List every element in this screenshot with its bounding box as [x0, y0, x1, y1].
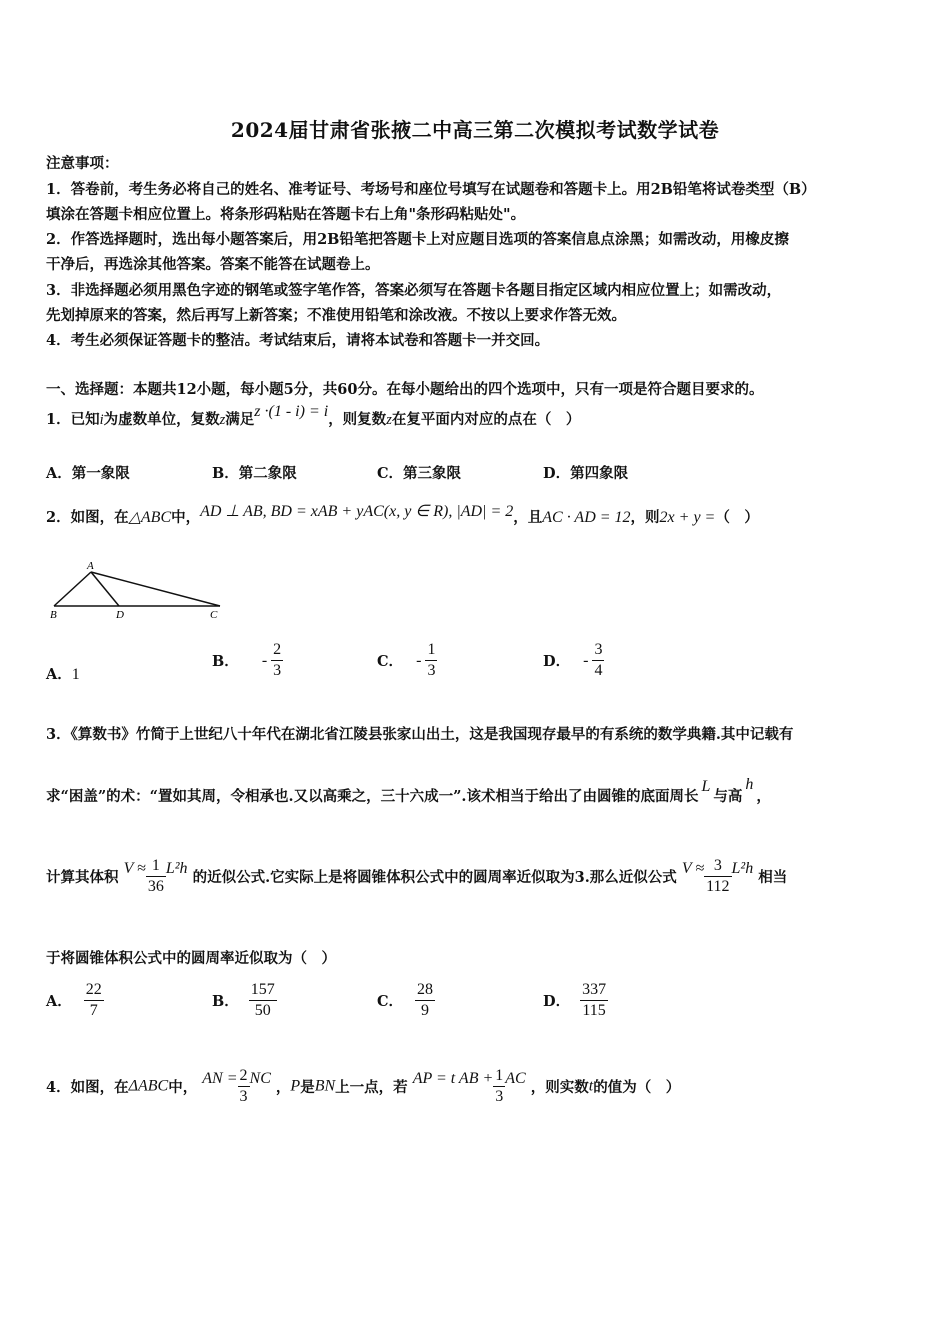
q2-option-b-sign: -	[261, 651, 268, 669]
q3-option-d-den: 115	[582, 1002, 606, 1019]
q3-line-2a: 求“困盖”的术：“置如其周，令相承也.又以高乘之，三十六成一”.该术相当于给出了由圆锥的底面周长	[46, 788, 699, 805]
q2-mid: 中，	[171, 509, 201, 526]
notice-line-2: 填涂在答题卡相应位置上。将条形码粘贴在答题卡右上角"条形码粘贴处"。	[46, 206, 526, 223]
q1-post: 在复平面内对应的点在（ ）	[391, 411, 581, 428]
q4-triangle: ΔABC	[128, 1077, 169, 1095]
notice-heading: 注意事项：	[46, 155, 119, 172]
q3-line-3c: 相当	[758, 869, 788, 886]
q3-formula-2-num: 3	[704, 856, 731, 877]
segment-ad	[91, 572, 119, 606]
q2-option-b-den: 3	[273, 662, 282, 679]
q2-option-d-den: 4	[594, 662, 603, 679]
q3-formula-2-lhs: V ≈	[681, 859, 705, 877]
q2-option-b-num: 2	[271, 640, 283, 661]
q4-eq1-lhs: AN =	[202, 1069, 238, 1087]
q3-option-b-num: 157	[249, 980, 277, 1001]
q1-pre: 1．已知	[46, 411, 100, 428]
q3-line-2	[46, 776, 771, 806]
q1-z2: z	[386, 412, 392, 428]
q3-line-3b: 的近似公式.它实际上是将圆锥体积公式中的圆周率近似取为3.那么近似公式	[192, 869, 677, 886]
q3-option-d-fraction	[580, 980, 608, 1021]
q3-option-b	[212, 980, 277, 1021]
q3-option-c	[377, 980, 435, 1021]
q4-mid5: ，则实数	[530, 1079, 589, 1096]
q3-formula-1-lhs: V ≈	[123, 859, 146, 877]
q3-formula-2-den: 112	[706, 878, 730, 895]
q2-triangle: △ABC	[128, 509, 172, 526]
notice-line-7: 4．考生必须保证答题卡的整洁。考试结束后，请将本试卷和答题卡一并交回。	[46, 332, 550, 349]
q3-option-a	[46, 980, 104, 1021]
q3-option-b-fraction	[249, 980, 277, 1021]
q3-option-d-label: D．	[543, 993, 571, 1010]
notice-line-5: 3．非选择题必须用黑色字迹的钢笔或签字笔作答，答案必须写在答题卡各题目指定区域内相应位置上；如需改动，	[46, 282, 782, 299]
q4-eq1-rhs: NC	[249, 1069, 271, 1087]
notice-line-3: 2．作答选择题时，选出每小题答案后，用2B铅笔把答题卡上对应题目选项的答案信息点涂黑；如需改动，用橡皮擦	[46, 231, 789, 248]
q3-symbol-L: L	[701, 778, 711, 795]
q4-symbol-t: t	[588, 1077, 594, 1095]
q3-formula-2-rhs: L²h	[731, 859, 754, 877]
q3-formula-1-rhs: L²h	[165, 859, 188, 877]
q3-formula-1-num: 1	[146, 856, 166, 877]
q2-option-d-label: D．	[543, 653, 571, 670]
q4-mid2: ，	[275, 1079, 291, 1096]
q4-point-p: P	[290, 1077, 301, 1095]
q2-option-a	[46, 663, 80, 684]
q2-pre: 2．如图，在	[46, 509, 129, 526]
triangle-figure	[44, 556, 234, 626]
q4-eq2-fraction	[493, 1066, 505, 1107]
q1-option-d: D．第四象限	[543, 465, 629, 482]
q4-eq2-rhs: AC	[505, 1069, 526, 1087]
q3-option-a-fraction	[84, 980, 104, 1021]
q3-formula-2-fraction	[704, 856, 731, 897]
segment-ab	[54, 572, 91, 606]
q4-eq2-num: 1	[493, 1066, 505, 1087]
q3-line-2c: ，	[756, 788, 771, 805]
q4-eq2-den: 3	[495, 1088, 504, 1105]
vertex-b-label: B	[50, 609, 57, 621]
q4-mid3: 是	[300, 1079, 315, 1096]
q2-mid3: ，则	[630, 509, 660, 526]
question-4	[46, 1066, 680, 1107]
vertex-c-label: C	[210, 609, 218, 621]
q3-line-4: 于将圆锥体积公式中的圆周率近似取为（ ）	[46, 950, 336, 967]
q2-mid2: ，且	[513, 509, 543, 526]
q2-option-c-den: 3	[427, 662, 436, 679]
q4-eq2-lhs: AP = t AB +	[412, 1069, 494, 1087]
q3-option-c-label: C．	[377, 993, 404, 1010]
q2-condition-2: AC · AD = 12	[542, 509, 631, 526]
q2-option-d-fraction	[592, 640, 604, 681]
q2-option-b-fraction	[271, 640, 283, 681]
q2-option-c-fraction	[425, 640, 437, 681]
q2-option-c-label: C．	[377, 653, 404, 670]
q3-option-a-num: 22	[84, 980, 104, 1001]
q3-option-c-fraction	[415, 980, 435, 1021]
q3-line-2b: 与高	[713, 788, 743, 805]
q3-option-b-den: 50	[254, 1002, 271, 1019]
question-1	[46, 403, 581, 429]
q2-option-c	[377, 640, 437, 681]
q2-option-a-value: 1	[71, 666, 80, 683]
q2-option-c-sign: -	[416, 651, 422, 669]
q3-option-c-num: 28	[415, 980, 435, 1001]
q3-option-d-num: 337	[580, 980, 608, 1001]
q3-option-a-den: 7	[89, 1002, 98, 1019]
q2-option-c-num: 1	[425, 640, 437, 661]
q2-expression: 2x + y =	[659, 509, 716, 526]
q1-mid3: ，则复数	[328, 411, 387, 428]
segment-ac	[91, 572, 220, 606]
q2-option-b	[212, 640, 283, 681]
q4-mid: 中，	[168, 1079, 198, 1096]
q3-option-b-label: B．	[212, 993, 239, 1010]
section-heading: 一、选择题：本题共12小题，每小题5分，共60分。在每小题给出的四个选项中，只有一项是符合题目要求的。	[46, 381, 764, 398]
vertex-a-label: A	[87, 560, 94, 572]
q3-line-1: 3．《算数书》竹简于上世纪八十年代在湖北省江陵县张家山出土，这是我国现存最早的有系统的数学典籍.其中记载有	[46, 726, 794, 743]
q3-symbol-h: h	[745, 776, 754, 793]
q2-option-b-label: B．	[212, 653, 239, 670]
q4-segment-bn: BN	[314, 1077, 336, 1095]
vertex-d-label: D	[116, 609, 124, 621]
q3-option-d	[543, 980, 608, 1021]
q2-option-d	[543, 640, 604, 681]
page-title: 2024届甘肃省张掖二中高三第二次模拟考试数学试卷	[230, 118, 720, 142]
q2-option-d-num: 3	[592, 640, 604, 661]
q1-i: i	[99, 412, 104, 428]
q1-option-b: B．第二象限	[212, 465, 297, 482]
notice-line-6: 先划掉原来的答案，然后再写上新答案；不准使用铅笔和涂改液。不按以上要求作答无效。	[46, 307, 626, 324]
q2-condition-1: AD ⊥ AB, BD = xAB + yAC(x, y ∈ R), |AD| = 2	[200, 503, 514, 520]
question-2	[46, 503, 759, 527]
q4-eq1-fraction	[238, 1066, 250, 1107]
q1-mid2: 满足	[225, 411, 255, 428]
notice-line-1: 1．答卷前，考生务必将自己的姓名、准考证号、考场号和座位号填写在试题卷和答题卡上。用2B铅笔将试卷类型（B）	[46, 181, 816, 198]
notice-line-4: 干净后，再选涂其他答案。答案不能答在试题卷上。	[46, 256, 380, 273]
q1-equation: z ·(1 - i) = i	[254, 403, 329, 420]
q3-formula-1-den: 36	[147, 878, 164, 895]
q3-option-c-den: 9	[421, 1002, 430, 1019]
q3-formula-1-fraction	[146, 856, 166, 897]
q2-option-a-label: A．	[46, 666, 72, 683]
q1-option-a: A．第一象限	[46, 465, 130, 482]
q2-option-d-sign: -	[583, 651, 589, 669]
q4-eq1-num: 2	[238, 1066, 250, 1087]
q1-mid1: 为虚数单位，复数	[103, 411, 220, 428]
q4-post: 的值为（ ）	[593, 1079, 681, 1096]
q4-pre: 4．如图，在	[46, 1079, 129, 1096]
q4-mid4: 上一点，若	[335, 1079, 408, 1096]
q4-eq1-den: 3	[239, 1088, 248, 1105]
q2-post: （ ）	[715, 509, 759, 526]
q3-line-3	[46, 856, 787, 897]
q1-z: z	[219, 412, 226, 428]
q3-option-a-label: A．	[46, 993, 72, 1010]
q3-line-3a: 计算其体积	[46, 869, 119, 886]
q1-option-c: C．第三象限	[377, 465, 462, 482]
